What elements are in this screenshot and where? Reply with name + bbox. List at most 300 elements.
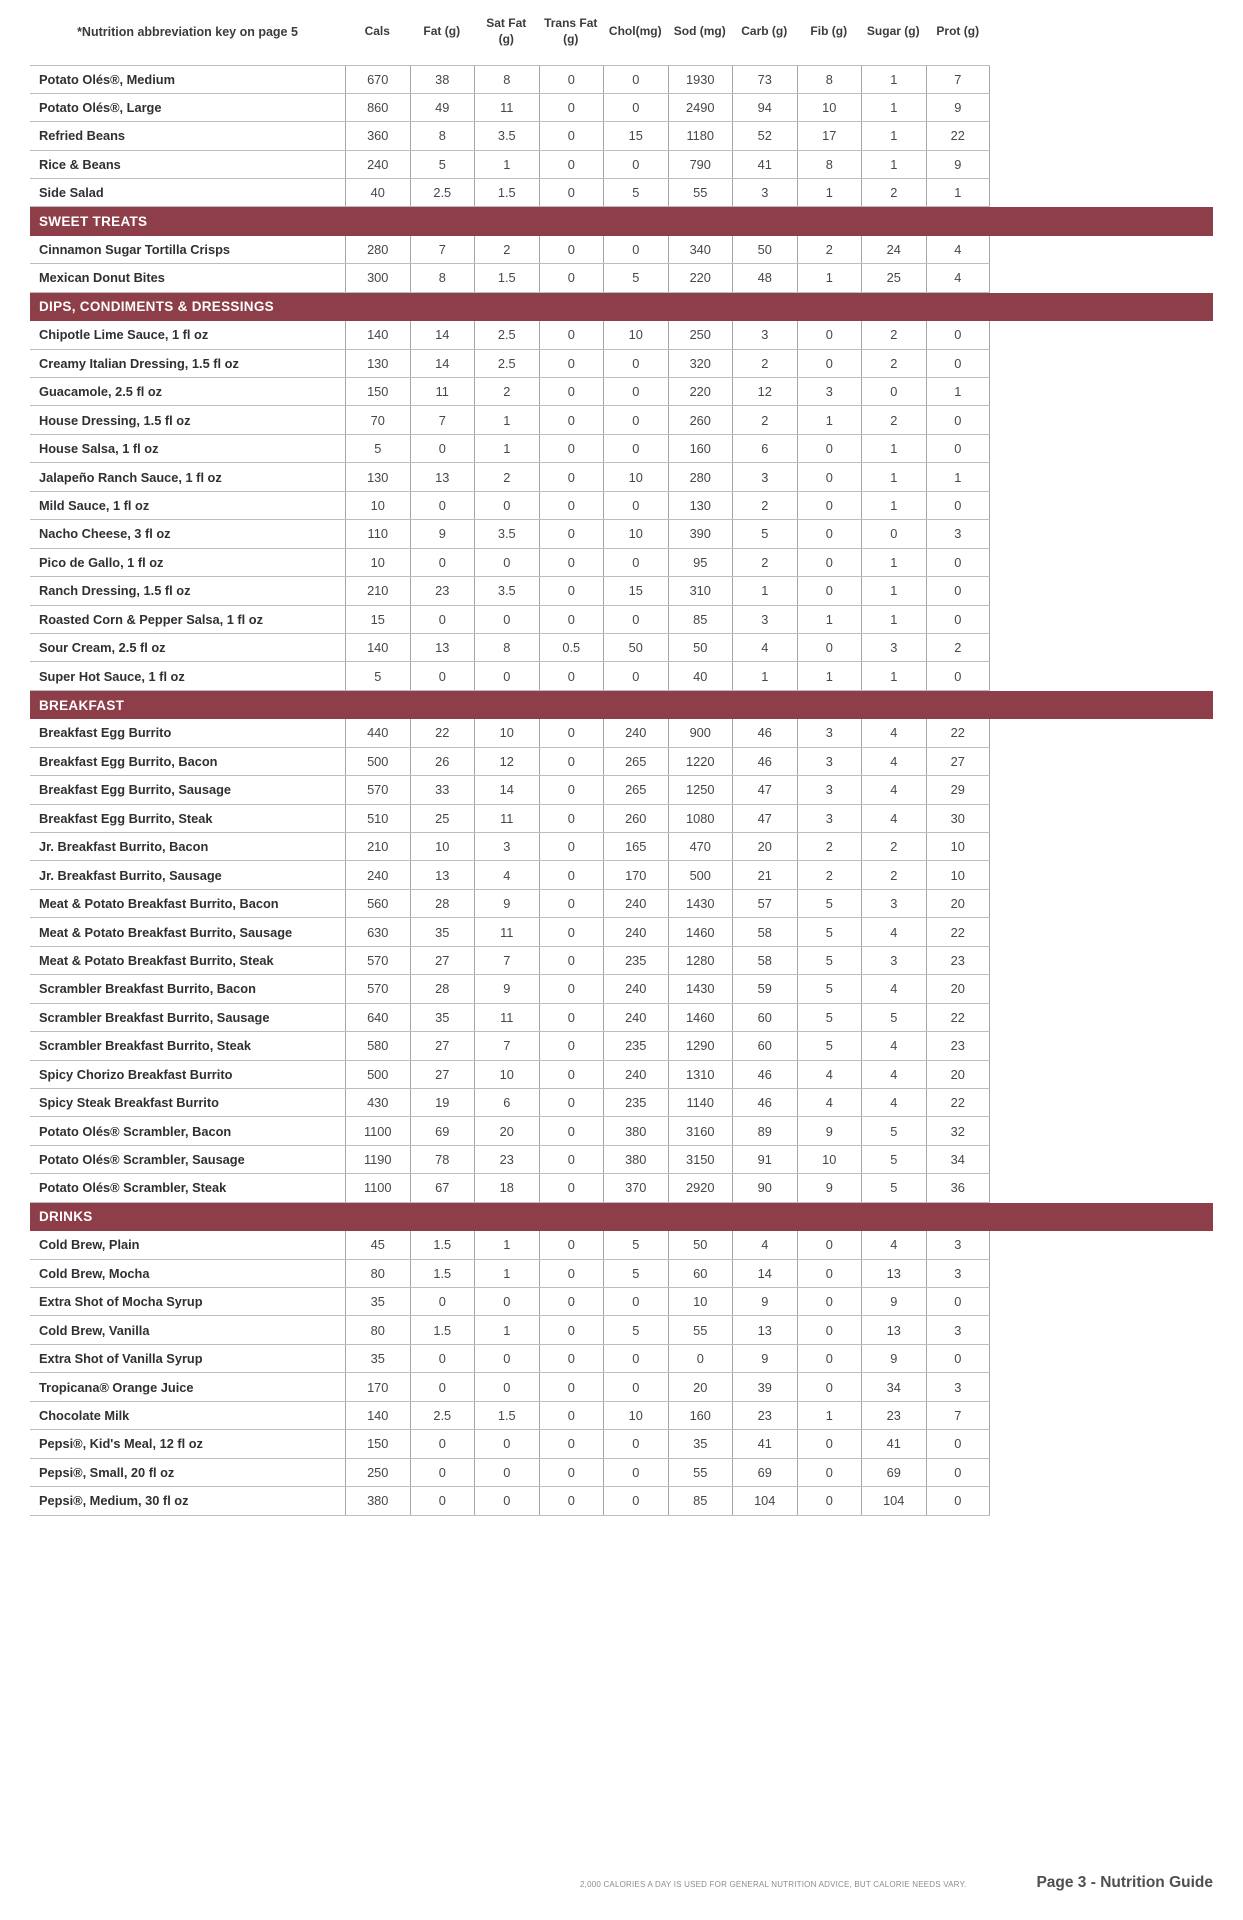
- nutrition-value-cell: 0: [603, 662, 668, 689]
- nutrition-value-cell: 0: [539, 1061, 604, 1088]
- table-row: [30, 65, 990, 93]
- table-row: [30, 861, 990, 889]
- nutrition-value-cell: 0: [539, 861, 604, 888]
- nutrition-value-cell: 0: [474, 1487, 539, 1514]
- nutrition-value-cell: 9: [474, 975, 539, 1002]
- nutrition-value-cell: 130: [345, 463, 410, 490]
- item-name-cell: Potato Olés® Scrambler, Bacon: [39, 1123, 232, 1139]
- nutrition-value-cell: 0: [410, 1459, 475, 1486]
- section-header-bar: DRINKS: [30, 1203, 1213, 1231]
- item-name-cell: Meat & Potato Breakfast Burrito, Bacon: [39, 896, 279, 912]
- nutrition-value-cell: 2: [861, 179, 926, 206]
- nutrition-value-cell: 34: [926, 1146, 991, 1173]
- nutrition-value-cell: 11: [474, 94, 539, 121]
- nutrition-value-cell: 150: [345, 378, 410, 405]
- nutrition-value-cell: 1: [861, 94, 926, 121]
- nutrition-value-cell: 7: [926, 1402, 991, 1429]
- nutrition-value-cell: 160: [668, 435, 733, 462]
- nutrition-value-cell: 250: [345, 1459, 410, 1486]
- nutrition-value-cell: 41: [732, 151, 797, 178]
- table-row: [30, 350, 990, 378]
- nutrition-value-cell: 3: [926, 1231, 991, 1258]
- nutrition-value-cell: 0: [539, 918, 604, 945]
- nutrition-value-cell: 15: [345, 606, 410, 633]
- item-name-cell: Pico de Gallo, 1 fl oz: [39, 554, 164, 570]
- nutrition-value-cell: 22: [926, 719, 991, 746]
- item-name-cell: Breakfast Egg Burrito: [39, 725, 172, 741]
- nutrition-value-cell: 560: [345, 890, 410, 917]
- nutrition-value-cell: 9: [474, 890, 539, 917]
- table-row: [30, 321, 990, 349]
- nutrition-value-cell: 510: [345, 805, 410, 832]
- nutrition-value-cell: 210: [345, 833, 410, 860]
- item-name-cell: Breakfast Egg Burrito, Bacon: [39, 753, 218, 769]
- nutrition-value-cell: 1.5: [474, 179, 539, 206]
- nutrition-value-cell: 10: [603, 463, 668, 490]
- nutrition-value-cell: 0: [410, 549, 475, 576]
- item-name-cell: Rice & Beans: [39, 156, 121, 172]
- nutrition-value-cell: 1: [861, 606, 926, 633]
- nutrition-value-cell: 55: [668, 179, 733, 206]
- nutrition-value-cell: 10: [668, 1288, 733, 1315]
- nutrition-value-cell: 5: [603, 1260, 668, 1287]
- nutrition-value-cell: 0: [926, 1288, 991, 1315]
- nutrition-value-cell: 1: [861, 122, 926, 149]
- nutrition-value-cell: 11: [474, 1004, 539, 1031]
- nutrition-value-cell: 2: [797, 236, 862, 263]
- nutrition-value-cell: 58: [732, 918, 797, 945]
- nutrition-value-cell: 280: [345, 236, 410, 263]
- nutrition-value-cell: 23: [926, 947, 991, 974]
- nutrition-value-cell: 150: [345, 1430, 410, 1457]
- nutrition-value-cell: 360: [345, 122, 410, 149]
- nutrition-value-cell: 4: [926, 236, 991, 263]
- nutrition-value-cell: 3: [732, 463, 797, 490]
- nutrition-value-cell: 140: [345, 321, 410, 348]
- nutrition-value-cell: 240: [603, 975, 668, 1002]
- nutrition-value-cell: 0: [603, 378, 668, 405]
- nutrition-value-cell: 2.5: [474, 350, 539, 377]
- nutrition-value-cell: 0: [539, 1117, 604, 1144]
- nutrition-value-cell: 0: [797, 435, 862, 462]
- calorie-disclaimer: 2,000 CALORIES A DAY IS USED FOR GENERAL NUTRITION ADVICE, BUT CALORIE NEEDS VARY.: [580, 1880, 967, 1889]
- nutrition-value-cell: 1930: [668, 66, 733, 92]
- table-row: [30, 947, 990, 975]
- nutrition-value-cell: 240: [603, 719, 668, 746]
- nutrition-value-cell: 5: [797, 975, 862, 1002]
- nutrition-value-cell: 0: [410, 1430, 475, 1457]
- item-name-cell: Extra Shot of Mocha Syrup: [39, 1294, 203, 1310]
- nutrition-value-cell: 25: [410, 805, 475, 832]
- nutrition-value-cell: 0: [797, 1316, 862, 1343]
- nutrition-value-cell: 32: [926, 1117, 991, 1144]
- nutrition-value-cell: 0: [539, 1316, 604, 1343]
- nutrition-value-cell: 3: [732, 321, 797, 348]
- nutrition-value-cell: 6: [732, 435, 797, 462]
- nutrition-value-cell: 250: [668, 321, 733, 348]
- nutrition-value-cell: 40: [345, 179, 410, 206]
- nutrition-value-cell: 23: [410, 577, 475, 604]
- column-header: Cals: [364, 23, 390, 38]
- nutrition-value-cell: 7: [926, 66, 991, 92]
- nutrition-value-cell: 10: [603, 1402, 668, 1429]
- nutrition-value-cell: 40: [668, 662, 733, 689]
- item-name-cell: Potato Olés®, Large: [39, 99, 162, 115]
- table-row: [30, 549, 990, 577]
- nutrition-value-cell: 8: [797, 66, 862, 92]
- nutrition-value-cell: 1100: [345, 1117, 410, 1144]
- nutrition-value-cell: 2: [732, 350, 797, 377]
- nutrition-value-cell: 46: [732, 1089, 797, 1116]
- nutrition-value-cell: 8: [797, 151, 862, 178]
- item-name-cell: Breakfast Egg Burrito, Sausage: [39, 782, 232, 798]
- nutrition-value-cell: 2: [474, 463, 539, 490]
- nutrition-value-cell: 9: [861, 1345, 926, 1372]
- item-name-cell: Tropicana® Orange Juice: [39, 1379, 194, 1395]
- nutrition-value-cell: 160: [668, 1402, 733, 1429]
- nutrition-value-cell: 36: [926, 1174, 991, 1201]
- item-name-cell: House Dressing, 1.5 fl oz: [39, 412, 191, 428]
- nutrition-value-cell: 0: [539, 1373, 604, 1400]
- nutrition-value-cell: 4: [861, 1231, 926, 1258]
- nutrition-value-cell: 235: [603, 1089, 668, 1116]
- nutrition-value-cell: 3: [797, 719, 862, 746]
- nutrition-value-cell: 9: [732, 1345, 797, 1372]
- nutrition-value-cell: 0: [603, 1288, 668, 1315]
- nutrition-value-cell: 1100: [345, 1174, 410, 1201]
- nutrition-value-cell: 140: [345, 634, 410, 661]
- nutrition-value-cell: 260: [668, 406, 733, 433]
- item-name-cell: Chocolate Milk: [39, 1407, 130, 1423]
- nutrition-value-cell: 235: [603, 947, 668, 974]
- nutrition-value-cell: 0: [539, 1146, 604, 1173]
- nutrition-value-cell: 22: [410, 719, 475, 746]
- nutrition-value-cell: 0: [539, 805, 604, 832]
- nutrition-value-cell: 2.5: [474, 321, 539, 348]
- table-row: [30, 1402, 990, 1430]
- nutrition-value-cell: 3: [732, 179, 797, 206]
- nutrition-value-cell: 10: [474, 1061, 539, 1088]
- nutrition-value-cell: 0: [539, 947, 604, 974]
- nutrition-value-cell: 0: [410, 1487, 475, 1514]
- nutrition-value-cell: 0: [539, 406, 604, 433]
- table-row: [30, 1430, 990, 1458]
- nutrition-value-cell: 1220: [668, 748, 733, 775]
- column-header: Carb (g): [741, 23, 788, 38]
- table-row: [30, 94, 990, 122]
- nutrition-value-cell: 5: [861, 1146, 926, 1173]
- table-row: [30, 1345, 990, 1373]
- nutrition-value-cell: 220: [668, 264, 733, 291]
- nutrition-value-cell: 55: [668, 1316, 733, 1343]
- nutrition-value-cell: 10: [345, 492, 410, 519]
- nutrition-value-cell: 1: [926, 463, 991, 490]
- footer: [580, 1874, 1213, 1892]
- nutrition-value-cell: 1: [797, 606, 862, 633]
- nutrition-value-cell: 1190: [345, 1146, 410, 1173]
- nutrition-value-cell: 130: [345, 350, 410, 377]
- nutrition-value-cell: 1: [474, 406, 539, 433]
- nutrition-value-cell: 46: [732, 719, 797, 746]
- nutrition-value-cell: 13: [732, 1316, 797, 1343]
- nutrition-value-cell: 0: [797, 321, 862, 348]
- nutrition-value-cell: 0: [539, 463, 604, 490]
- nutrition-value-cell: 0: [603, 606, 668, 633]
- nutrition-value-cell: 15: [603, 122, 668, 149]
- nutrition-value-cell: 165: [603, 833, 668, 860]
- nutrition-value-cell: 0: [926, 350, 991, 377]
- nutrition-value-cell: 500: [668, 861, 733, 888]
- nutrition-value-cell: 470: [668, 833, 733, 860]
- nutrition-value-cell: 2920: [668, 1174, 733, 1201]
- nutrition-value-cell: 0: [539, 1430, 604, 1457]
- nutrition-value-cell: 1080: [668, 805, 733, 832]
- nutrition-value-cell: 0: [539, 606, 604, 633]
- table-row: [30, 1459, 990, 1487]
- nutrition-value-cell: 570: [345, 947, 410, 974]
- nutrition-value-cell: 57: [732, 890, 797, 917]
- nutrition-value-cell: 4: [732, 634, 797, 661]
- table-header-row: [30, 0, 1213, 65]
- table-row: [30, 492, 990, 520]
- nutrition-value-cell: 3: [861, 634, 926, 661]
- nutrition-value-cell: 2: [732, 492, 797, 519]
- nutrition-value-cell: 0: [474, 606, 539, 633]
- nutrition-value-cell: 10: [926, 861, 991, 888]
- nutrition-value-cell: 0: [474, 1373, 539, 1400]
- nutrition-value-cell: 0: [603, 350, 668, 377]
- item-name-cell: Cold Brew, Vanilla: [39, 1322, 150, 1338]
- nutrition-value-cell: 18: [474, 1174, 539, 1201]
- nutrition-value-cell: 1460: [668, 1004, 733, 1031]
- nutrition-value-cell: 10: [474, 719, 539, 746]
- nutrition-value-cell: 49: [410, 94, 475, 121]
- nutrition-value-cell: 27: [926, 748, 991, 775]
- nutrition-value-cell: 240: [603, 1061, 668, 1088]
- nutrition-value-cell: 0: [410, 492, 475, 519]
- nutrition-value-cell: 0: [539, 236, 604, 263]
- table-row: [30, 151, 990, 179]
- table-row: [30, 776, 990, 804]
- table-row: [30, 179, 990, 207]
- nutrition-value-cell: 0: [539, 1231, 604, 1258]
- nutrition-value-cell: 50: [668, 1231, 733, 1258]
- nutrition-value-cell: 170: [603, 861, 668, 888]
- nutrition-value-cell: 370: [603, 1174, 668, 1201]
- nutrition-value-cell: 104: [732, 1487, 797, 1514]
- nutrition-value-cell: 0: [539, 321, 604, 348]
- nutrition-value-cell: 0: [539, 748, 604, 775]
- nutrition-value-cell: 8: [474, 634, 539, 661]
- nutrition-value-cell: 1310: [668, 1061, 733, 1088]
- nutrition-value-cell: 0: [603, 1459, 668, 1486]
- nutrition-value-cell: 67: [410, 1174, 475, 1201]
- table-row: [30, 1117, 990, 1145]
- nutrition-value-cell: 0: [539, 1459, 604, 1486]
- nutrition-value-cell: 9: [861, 1288, 926, 1315]
- table-row: [30, 1089, 990, 1117]
- nutrition-value-cell: 0: [539, 1487, 604, 1514]
- nutrition-value-cell: 47: [732, 805, 797, 832]
- nutrition-value-cell: 1: [474, 1231, 539, 1258]
- nutrition-value-cell: 9: [797, 1174, 862, 1201]
- nutrition-value-cell: 10: [926, 833, 991, 860]
- nutrition-value-cell: 23: [926, 1032, 991, 1059]
- table-row: [30, 606, 990, 634]
- item-name-cell: Potato Olés® Scrambler, Steak: [39, 1180, 227, 1196]
- nutrition-value-cell: 2: [861, 406, 926, 433]
- nutrition-value-cell: 28: [410, 975, 475, 1002]
- nutrition-value-cell: 3: [926, 1373, 991, 1400]
- nutrition-value-cell: 0: [539, 1089, 604, 1116]
- nutrition-value-cell: 5: [732, 520, 797, 547]
- nutrition-value-cell: 570: [345, 776, 410, 803]
- nutrition-value-cell: 55: [668, 1459, 733, 1486]
- nutrition-value-cell: 0: [926, 492, 991, 519]
- item-name-cell: Side Salad: [39, 185, 104, 201]
- item-name-cell: Roasted Corn & Pepper Salsa, 1 fl oz: [39, 611, 264, 627]
- nutrition-value-cell: 5: [797, 890, 862, 917]
- nutrition-value-cell: 80: [345, 1260, 410, 1287]
- item-name-cell: Creamy Italian Dressing, 1.5 fl oz: [39, 355, 239, 371]
- nutrition-value-cell: 27: [410, 1032, 475, 1059]
- nutrition-value-cell: 3: [861, 947, 926, 974]
- nutrition-value-cell: 1: [861, 577, 926, 604]
- nutrition-value-cell: 5: [861, 1174, 926, 1201]
- nutrition-value-cell: 0: [539, 549, 604, 576]
- item-name-cell: Sour Cream, 2.5 fl oz: [39, 640, 166, 656]
- nutrition-value-cell: 0: [539, 94, 604, 121]
- nutrition-value-cell: 22: [926, 1089, 991, 1116]
- nutrition-value-cell: 8: [410, 264, 475, 291]
- item-name-cell: Extra Shot of Vanilla Syrup: [39, 1351, 203, 1367]
- nutrition-value-cell: 90: [732, 1174, 797, 1201]
- nutrition-value-cell: 10: [603, 321, 668, 348]
- item-name-cell: Scrambler Breakfast Burrito, Bacon: [39, 981, 256, 997]
- nutrition-value-cell: 110: [345, 520, 410, 547]
- nutrition-value-cell: 0: [797, 520, 862, 547]
- nutrition-value-cell: 13: [410, 463, 475, 490]
- nutrition-value-cell: 94: [732, 94, 797, 121]
- nutrition-value-cell: 1.5: [410, 1316, 475, 1343]
- nutrition-value-cell: 60: [668, 1260, 733, 1287]
- nutrition-value-cell: 170: [345, 1373, 410, 1400]
- nutrition-value-cell: 0: [926, 606, 991, 633]
- table-row: [30, 1260, 990, 1288]
- table-row: [30, 577, 990, 605]
- table-row: [30, 975, 990, 1003]
- nutrition-value-cell: 50: [668, 634, 733, 661]
- nutrition-value-cell: 140: [345, 1402, 410, 1429]
- nutrition-value-cell: 5: [345, 662, 410, 689]
- nutrition-value-cell: 5: [797, 918, 862, 945]
- nutrition-value-cell: 640: [345, 1004, 410, 1031]
- nutrition-value-cell: 20: [926, 890, 991, 917]
- nutrition-value-cell: 0: [539, 264, 604, 291]
- nutrition-value-cell: 4: [861, 918, 926, 945]
- nutrition-value-cell: 1: [474, 1260, 539, 1287]
- nutrition-value-cell: 0: [539, 1174, 604, 1201]
- nutrition-value-cell: 1290: [668, 1032, 733, 1059]
- nutrition-value-cell: 69: [410, 1117, 475, 1144]
- nutrition-value-cell: 240: [345, 151, 410, 178]
- nutrition-value-cell: 0: [539, 776, 604, 803]
- nutrition-value-cell: 10: [797, 1146, 862, 1173]
- nutrition-value-cell: 240: [603, 1004, 668, 1031]
- nutrition-value-cell: 23: [861, 1402, 926, 1429]
- nutrition-value-cell: 28: [410, 890, 475, 917]
- nutrition-value-cell: 59: [732, 975, 797, 1002]
- nutrition-value-cell: 3: [926, 1260, 991, 1287]
- nutrition-value-cell: 95: [668, 549, 733, 576]
- nutrition-value-cell: 0: [797, 577, 862, 604]
- nutrition-value-cell: 235: [603, 1032, 668, 1059]
- nutrition-value-cell: 240: [603, 890, 668, 917]
- table-row: [30, 634, 990, 662]
- nutrition-value-cell: 570: [345, 975, 410, 1002]
- table-row: [30, 122, 990, 150]
- nutrition-value-cell: 0: [797, 463, 862, 490]
- nutrition-value-cell: 5: [603, 264, 668, 291]
- nutrition-value-cell: 0: [797, 1459, 862, 1486]
- nutrition-value-cell: 34: [861, 1373, 926, 1400]
- nutrition-value-cell: 4: [861, 1061, 926, 1088]
- column-header: Trans Fat (g): [544, 16, 598, 46]
- nutrition-value-cell: 46: [732, 748, 797, 775]
- nutrition-value-cell: 1460: [668, 918, 733, 945]
- nutrition-value-cell: 390: [668, 520, 733, 547]
- nutrition-value-cell: 0: [410, 1373, 475, 1400]
- nutrition-value-cell: 0: [410, 1288, 475, 1315]
- table-row: [30, 378, 990, 406]
- nutrition-value-cell: 85: [668, 606, 733, 633]
- nutrition-value-cell: 0: [539, 890, 604, 917]
- nutrition-value-cell: 4: [474, 861, 539, 888]
- nutrition-value-cell: 0: [474, 662, 539, 689]
- item-name-cell: Mild Sauce, 1 fl oz: [39, 497, 150, 513]
- nutrition-value-cell: 1: [732, 577, 797, 604]
- column-header: Chol(mg): [608, 23, 662, 38]
- nutrition-value-cell: 0: [603, 406, 668, 433]
- nutrition-value-cell: 2: [732, 406, 797, 433]
- nutrition-value-cell: 0: [926, 435, 991, 462]
- nutrition-value-cell: 1: [797, 406, 862, 433]
- section-header-bar: DIPS, CONDIMENTS & DRESSINGS: [30, 293, 1213, 321]
- nutrition-value-cell: 0: [861, 378, 926, 405]
- nutrition-value-cell: 3150: [668, 1146, 733, 1173]
- nutrition-value-cell: 30: [926, 805, 991, 832]
- nutrition-value-cell: 0: [797, 1288, 862, 1315]
- nutrition-value-cell: 0: [410, 662, 475, 689]
- nutrition-value-cell: 260: [603, 805, 668, 832]
- nutrition-value-cell: 5: [797, 947, 862, 974]
- nutrition-value-cell: 46: [732, 1061, 797, 1088]
- nutrition-value-cell: 340: [668, 236, 733, 263]
- nutrition-value-cell: 89: [732, 1117, 797, 1144]
- nutrition-value-cell: 670: [345, 66, 410, 92]
- nutrition-value-cell: 0: [797, 1345, 862, 1372]
- nutrition-value-cell: 1250: [668, 776, 733, 803]
- nutrition-value-cell: 320: [668, 350, 733, 377]
- nutrition-value-cell: 0: [539, 1345, 604, 1372]
- nutrition-value-cell: 0: [797, 634, 862, 661]
- section-header-bar: BREAKFAST: [30, 691, 1213, 719]
- item-name-cell: Refried Beans: [39, 128, 126, 144]
- item-name-cell: Spicy Steak Breakfast Burrito: [39, 1095, 219, 1111]
- nutrition-value-cell: 0: [926, 321, 991, 348]
- nutrition-value-cell: 3160: [668, 1117, 733, 1144]
- nutrition-value-cell: 0: [539, 520, 604, 547]
